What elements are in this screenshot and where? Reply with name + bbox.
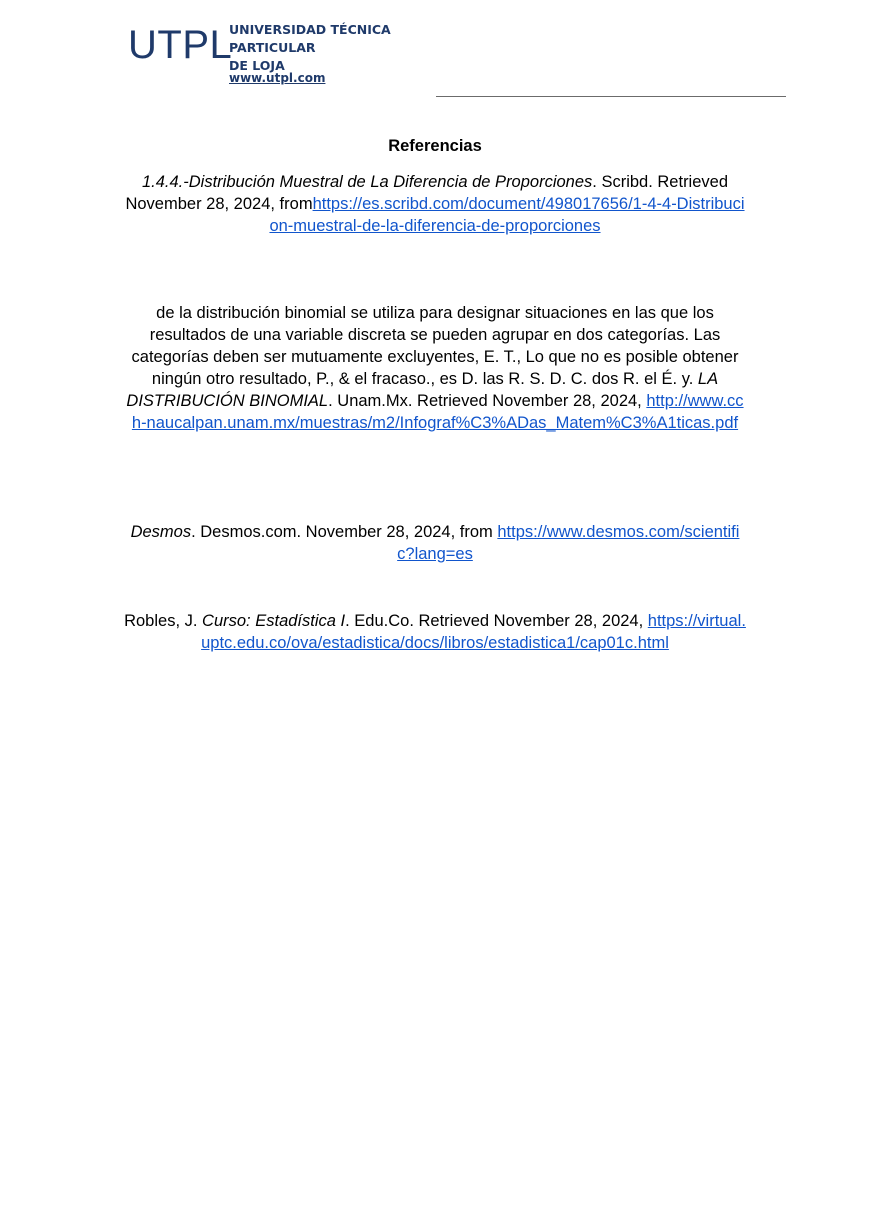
reference-text: . Unam.Mx. Retrieved November 28, 2024,	[328, 392, 647, 410]
reference-entry-3	[122, 521, 748, 565]
reference-link[interactable]: https://virtual.uptc.edu.co/ova/estadistica/docs/libros/estadistica1/cap01c.html	[201, 612, 746, 652]
website-link[interactable]: www.utpl.com	[229, 71, 326, 85]
reference-title: LA DISTRIBUCIÓN BINOMIAL	[126, 370, 719, 410]
reference-title: 1.4.4.-Distribución Muestral de La Diferencia de Proporciones	[141, 173, 593, 191]
reference-text: . Scribd. Retrieved November 28, 2024, from	[125, 173, 729, 213]
reference-lead-text: de la distribución binomial se utiliza para designar situaciones en las que los resultados de una variable discreta se pueden agrupar en dos categorías. Las categorías deben ser mutuamente excluyentes, E. T., Lo que no es posible obtener ningún otro resultado, P., & el fracaso., es D. las R. S. D. C. dos R. el É. y.	[131, 304, 739, 388]
reference-entry-2	[122, 302, 748, 434]
reference-link[interactable]: http://www.cch-naucalpan.unam.mx/muestras/m2/Infograf%C3%ADas_Matem%C3%A1ticas.pdf	[131, 392, 744, 432]
reference-link[interactable]: https://es.scribd.com/document/498017656/1-4-4-Distribucion-muestral-de-la-diferencia-de-proporciones	[269, 195, 745, 235]
reference-entry-4	[122, 610, 748, 654]
university-name	[229, 21, 469, 75]
university-name-line2: DE LOJA	[229, 58, 285, 73]
university-name-line1: UNIVERSIDAD TÉCNICA PARTICULAR	[229, 22, 391, 55]
reference-lead-text: Robles, J.	[124, 612, 203, 630]
reference-text: . Desmos.com. November 28, 2024, from	[191, 523, 498, 541]
reference-title: Desmos	[130, 523, 192, 541]
reference-link[interactable]: https://www.desmos.com/scientific?lang=es	[397, 523, 740, 563]
page-header	[0, 0, 870, 110]
reference-entry-1	[122, 171, 748, 237]
page-title: Referencias	[388, 137, 482, 155]
reference-title: Curso: Estadística I	[202, 612, 346, 630]
header-divider	[436, 96, 786, 97]
reference-text: . Edu.Co. Retrieved November 28, 2024,	[345, 612, 648, 630]
utpl-logo: UTPL	[128, 23, 233, 67]
